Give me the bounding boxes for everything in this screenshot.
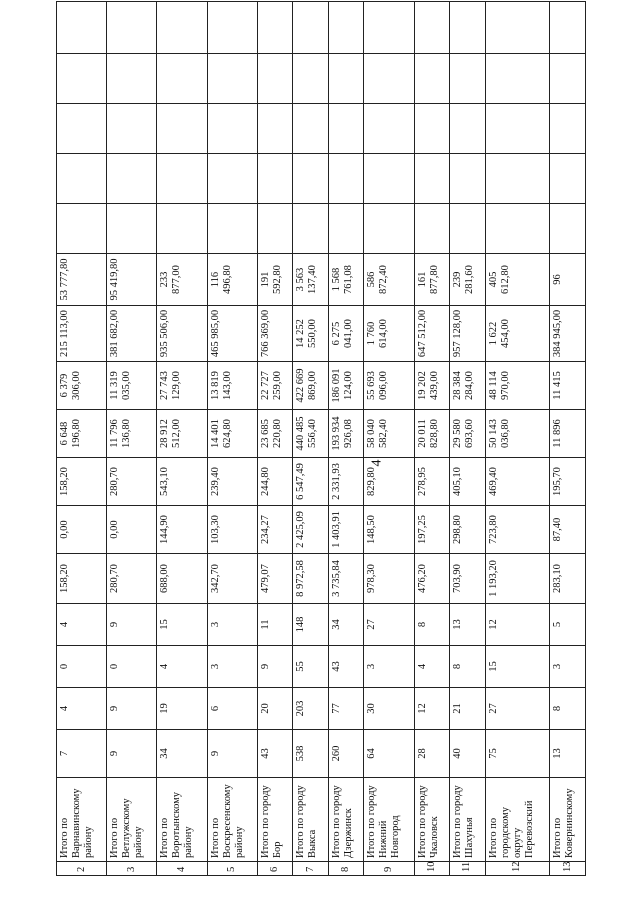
value-cell-c10: 1 760 614,00 <box>364 306 414 362</box>
empty-cell <box>450 204 486 254</box>
value-cell-c7: 158,20 <box>57 458 107 506</box>
value-cell-c3: 9 <box>257 646 293 688</box>
value-cell-c11: 116 496,80 <box>207 254 257 306</box>
value-cell-c7: 829,80 <box>364 458 414 506</box>
value-cell-c9: 11 415 <box>550 362 586 410</box>
table-row <box>107 2 157 876</box>
empty-cell <box>364 154 414 204</box>
value-cell-c7: 239,40 <box>207 458 257 506</box>
district-name-cell: Итого по Ветлужскому району <box>107 778 157 862</box>
table-body <box>57 2 586 876</box>
value-cell-c11: 586 872,40 <box>364 254 414 306</box>
empty-cell <box>107 204 157 254</box>
empty-cell <box>364 204 414 254</box>
value-cell-c5: 479,07 <box>257 554 293 604</box>
value-cell-c9: 186 091 124,00 <box>328 362 364 410</box>
empty-cell <box>107 2 157 54</box>
value-cell-c4: 15 <box>157 604 207 646</box>
table-row <box>450 2 486 876</box>
value-cell-c5: 342,70 <box>207 554 257 604</box>
value-cell-c1: 64 <box>364 730 414 778</box>
empty-cell <box>293 2 329 54</box>
value-cell-c1: 9 <box>207 730 257 778</box>
empty-cell <box>57 154 107 204</box>
empty-cell <box>450 154 486 204</box>
empty-cell <box>485 154 550 204</box>
district-name-cell: Итого по городу Шахунья <box>450 778 486 862</box>
empty-cell <box>293 104 329 154</box>
district-name-cell: Итого по городу Выкса <box>293 778 329 862</box>
table-row <box>157 2 207 876</box>
table-row <box>550 2 586 876</box>
value-cell-c11: 1 568 761,08 <box>328 254 364 306</box>
empty-cell <box>157 104 207 154</box>
value-cell-c3: 0 <box>57 646 107 688</box>
district-name-cell: Итого по Воротынскому району <box>157 778 207 862</box>
value-cell-c5: 476,20 <box>414 554 450 604</box>
empty-cell <box>57 54 107 104</box>
empty-cell <box>57 2 107 54</box>
table-row <box>57 2 107 876</box>
value-cell-c6: 723,80 <box>485 506 550 554</box>
value-cell-c5: 703,90 <box>450 554 486 604</box>
value-cell-c4: 12 <box>485 604 550 646</box>
value-cell-c7: 244,80 <box>257 458 293 506</box>
empty-cell <box>414 204 450 254</box>
value-cell-c5: 978,30 <box>364 554 414 604</box>
value-cell-c11: 233 877,00 <box>157 254 207 306</box>
district-name-cell: Итого по Воскресенскому району <box>207 778 257 862</box>
value-cell-c2: 12 <box>414 688 450 730</box>
value-cell-c2: 21 <box>450 688 486 730</box>
value-cell-c10: 384 945,00 <box>550 306 586 362</box>
district-name-cell: Итого по городу Нижний Новгород <box>364 778 414 862</box>
empty-cell <box>364 2 414 54</box>
value-cell-c6: 1 403,91 <box>328 506 364 554</box>
value-cell-c8: 193 934 926,08 <box>328 410 364 458</box>
value-cell-c10: 766 369,00 <box>257 306 293 362</box>
table-row <box>257 2 293 876</box>
empty-cell <box>257 54 293 104</box>
value-cell-c8: 11 796 136,80 <box>107 410 157 458</box>
value-cell-c2: 203 <box>293 688 329 730</box>
value-cell-c5: 1 193,20 <box>485 554 550 604</box>
value-cell-c8: 14 401 624,80 <box>207 410 257 458</box>
empty-cell <box>550 104 586 154</box>
empty-cell <box>207 204 257 254</box>
empty-cell <box>414 2 450 54</box>
value-cell-c4: 3 <box>207 604 257 646</box>
page-number: 4 <box>369 459 385 467</box>
district-name-cell: Итого по Варнавинскому району <box>57 778 107 862</box>
value-cell-c3: 15 <box>485 646 550 688</box>
empty-cell <box>57 104 107 154</box>
value-cell-c10: 957 128,00 <box>450 306 486 362</box>
value-cell-c2: 9 <box>107 688 157 730</box>
value-cell-c6: 234,27 <box>257 506 293 554</box>
value-cell-c9: 13 819 143,00 <box>207 362 257 410</box>
table-row <box>485 2 550 876</box>
value-cell-c10: 215 113,00 <box>57 306 107 362</box>
value-cell-c3: 0 <box>107 646 157 688</box>
empty-cell <box>450 104 486 154</box>
empty-cell <box>57 204 107 254</box>
value-cell-c3: 43 <box>328 646 364 688</box>
value-cell-c11: 96 <box>550 254 586 306</box>
value-cell-c4: 9 <box>107 604 157 646</box>
empty-cell <box>414 54 450 104</box>
row-number: 4 <box>157 862 207 876</box>
row-number: 2 <box>57 862 107 876</box>
value-cell-c6: 103,30 <box>207 506 257 554</box>
empty-cell <box>107 104 157 154</box>
empty-cell <box>207 154 257 204</box>
value-cell-c7: 2 331,93 <box>328 458 364 506</box>
value-cell-c6: 144,90 <box>157 506 207 554</box>
value-cell-c7: 405,10 <box>450 458 486 506</box>
value-cell-c6: 2 425,09 <box>293 506 329 554</box>
value-cell-c2: 77 <box>328 688 364 730</box>
value-cell-c10: 935 506,00 <box>157 306 207 362</box>
row-number: 7 <box>293 862 329 876</box>
value-cell-c1: 9 <box>107 730 157 778</box>
value-cell-c1: 43 <box>257 730 293 778</box>
value-cell-c7: 543,10 <box>157 458 207 506</box>
empty-cell <box>550 204 586 254</box>
empty-cell <box>257 104 293 154</box>
value-cell-c6: 87,40 <box>550 506 586 554</box>
table-row <box>414 2 450 876</box>
table-row <box>207 2 257 876</box>
value-cell-c5: 688,00 <box>157 554 207 604</box>
value-cell-c6: 0,00 <box>57 506 107 554</box>
value-cell-c11: 191 592,80 <box>257 254 293 306</box>
row-number: 11 <box>450 862 486 876</box>
row-number: 13 <box>550 862 586 876</box>
value-cell-c11: 53 777,80 <box>57 254 107 306</box>
empty-cell <box>485 204 550 254</box>
empty-cell <box>157 2 207 54</box>
empty-cell <box>450 2 486 54</box>
value-cell-c1: 40 <box>450 730 486 778</box>
district-name-cell: Итого по городу Дзержинск <box>328 778 364 862</box>
value-cell-c6: 197,25 <box>414 506 450 554</box>
value-cell-c2: 19 <box>157 688 207 730</box>
empty-cell <box>157 54 207 104</box>
empty-cell <box>207 54 257 104</box>
table-row <box>364 2 414 876</box>
empty-cell <box>257 2 293 54</box>
rotated-table-container <box>56 4 586 876</box>
value-cell-c1: 75 <box>485 730 550 778</box>
value-cell-c6: 0,00 <box>107 506 157 554</box>
value-cell-c5: 8 972,58 <box>293 554 329 604</box>
value-cell-c2: 6 <box>207 688 257 730</box>
value-cell-c8: 6 648 196,80 <box>57 410 107 458</box>
table-row <box>328 2 364 876</box>
value-cell-c8: 11 896 <box>550 410 586 458</box>
empty-cell <box>157 154 207 204</box>
empty-cell <box>257 204 293 254</box>
value-cell-c10: 465 985,00 <box>207 306 257 362</box>
district-name-cell: Итого по Ковернинскому <box>550 778 586 862</box>
empty-cell <box>550 2 586 54</box>
value-cell-c2: 4 <box>57 688 107 730</box>
value-cell-c1: 7 <box>57 730 107 778</box>
value-cell-c3: 55 <box>293 646 329 688</box>
value-cell-c8: 28 912 512,00 <box>157 410 207 458</box>
value-cell-c9: 422 669 869,00 <box>293 362 329 410</box>
empty-cell <box>293 54 329 104</box>
empty-cell <box>257 154 293 204</box>
empty-cell <box>450 54 486 104</box>
value-cell-c4: 148 <box>293 604 329 646</box>
empty-cell <box>293 154 329 204</box>
value-cell-c8: 29 580 693,60 <box>450 410 486 458</box>
district-name-cell: Итого по городу Бор <box>257 778 293 862</box>
value-cell-c9: 27 743 129,00 <box>157 362 207 410</box>
value-cell-c11: 161 877,80 <box>414 254 450 306</box>
value-cell-c4: 11 <box>257 604 293 646</box>
empty-cell <box>328 154 364 204</box>
value-cell-c9: 28 384 284,00 <box>450 362 486 410</box>
value-cell-c4: 4 <box>57 604 107 646</box>
value-cell-c3: 8 <box>450 646 486 688</box>
value-cell-c3: 3 <box>207 646 257 688</box>
value-cell-c1: 538 <box>293 730 329 778</box>
value-cell-c8: 20 011 828,80 <box>414 410 450 458</box>
row-number: 5 <box>207 862 257 876</box>
value-cell-c6: 148,50 <box>364 506 414 554</box>
value-cell-c8: 440 485 556,40 <box>293 410 329 458</box>
empty-cell <box>207 104 257 154</box>
value-cell-c10: 381 682,00 <box>107 306 157 362</box>
value-cell-c4: 8 <box>414 604 450 646</box>
value-cell-c1: 13 <box>550 730 586 778</box>
value-cell-c1: 260 <box>328 730 364 778</box>
value-cell-c3: 4 <box>414 646 450 688</box>
value-cell-c3: 4 <box>157 646 207 688</box>
value-cell-c4: 27 <box>364 604 414 646</box>
value-cell-c9: 6 379 306,00 <box>57 362 107 410</box>
value-cell-c9: 22 727 259,00 <box>257 362 293 410</box>
value-cell-c9: 48 114 970,00 <box>485 362 550 410</box>
value-cell-c9: 19 202 439,00 <box>414 362 450 410</box>
value-cell-c2: 20 <box>257 688 293 730</box>
value-cell-c2: 30 <box>364 688 414 730</box>
value-cell-c8: 50 143 036,80 <box>485 410 550 458</box>
value-cell-c3: 3 <box>550 646 586 688</box>
value-cell-c9: 11 319 035,00 <box>107 362 157 410</box>
value-cell-c5: 158,20 <box>57 554 107 604</box>
value-cell-c8: 58 040 582,40 <box>364 410 414 458</box>
row-number: 8 <box>328 862 364 876</box>
empty-cell <box>328 104 364 154</box>
empty-cell <box>550 154 586 204</box>
value-cell-c5: 3 735,84 <box>328 554 364 604</box>
value-cell-c8: 23 685 220,80 <box>257 410 293 458</box>
value-cell-c11: 405 612,80 <box>485 254 550 306</box>
value-cell-c2: 8 <box>550 688 586 730</box>
value-cell-c10: 1 622 454,00 <box>485 306 550 362</box>
table-row <box>293 2 329 876</box>
value-cell-c5: 280,70 <box>107 554 157 604</box>
empty-cell <box>328 2 364 54</box>
empty-cell <box>207 2 257 54</box>
row-number: 3 <box>107 862 157 876</box>
empty-cell <box>414 154 450 204</box>
value-cell-c9: 55 693 096,00 <box>364 362 414 410</box>
empty-cell <box>157 204 207 254</box>
value-cell-c3: 3 <box>364 646 414 688</box>
value-cell-c10: 14 252 550,00 <box>293 306 329 362</box>
empty-cell <box>328 204 364 254</box>
value-cell-c4: 5 <box>550 604 586 646</box>
value-cell-c11: 239 281,60 <box>450 254 486 306</box>
empty-cell <box>107 54 157 104</box>
empty-cell <box>328 54 364 104</box>
value-cell-c6: 298,80 <box>450 506 486 554</box>
empty-cell <box>107 154 157 204</box>
value-cell-c1: 28 <box>414 730 450 778</box>
empty-cell <box>364 104 414 154</box>
value-cell-c5: 283,10 <box>550 554 586 604</box>
value-cell-c10: 647 512,00 <box>414 306 450 362</box>
empty-cell <box>293 204 329 254</box>
value-cell-c7: 195,70 <box>550 458 586 506</box>
row-number: 12 <box>485 862 550 876</box>
empty-cell <box>485 2 550 54</box>
district-totals-table <box>56 1 586 876</box>
district-name-cell: Итого по городу Чкаловск <box>414 778 450 862</box>
row-number: 9 <box>364 862 414 876</box>
value-cell-c10: 6 275 041,00 <box>328 306 364 362</box>
row-number: 6 <box>257 862 293 876</box>
value-cell-c7: 278,95 <box>414 458 450 506</box>
empty-cell <box>550 54 586 104</box>
empty-cell <box>485 54 550 104</box>
empty-cell <box>485 104 550 154</box>
empty-cell <box>414 104 450 154</box>
value-cell-c1: 34 <box>157 730 207 778</box>
value-cell-c11: 95 419,80 <box>107 254 157 306</box>
empty-cell <box>364 54 414 104</box>
row-number: 10 <box>414 862 450 876</box>
value-cell-c11: 3 563 137,40 <box>293 254 329 306</box>
district-name-cell: Итого по городскому округу Перевозский <box>485 778 550 862</box>
value-cell-c7: 6 547,49 <box>293 458 329 506</box>
value-cell-c7: 280,70 <box>107 458 157 506</box>
value-cell-c4: 13 <box>450 604 486 646</box>
value-cell-c7: 469,40 <box>485 458 550 506</box>
value-cell-c2: 27 <box>485 688 550 730</box>
value-cell-c4: 34 <box>328 604 364 646</box>
